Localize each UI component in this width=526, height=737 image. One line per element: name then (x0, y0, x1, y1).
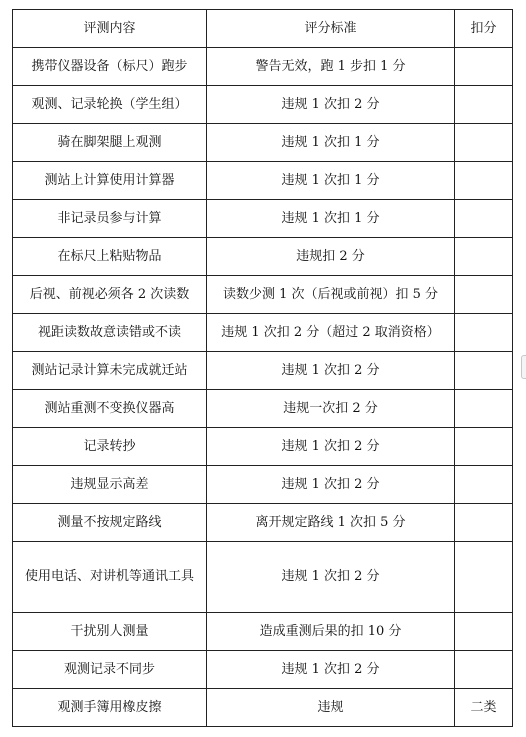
cell-deduction (455, 238, 513, 276)
cell-content: 违规显示高差 (13, 466, 207, 504)
table-row (13, 124, 513, 162)
cell-content: 测站重测不变换仪器高 (13, 390, 207, 428)
cell-standard: 违规 1 次扣 2 分 (207, 352, 455, 390)
cell-content: 骑在脚架腿上观测 (13, 124, 207, 162)
cell-content: 在标尺上粘贴物品 (13, 238, 207, 276)
cell-deduction (455, 314, 513, 352)
cell-standard: 违规 1 次扣 2 分（超过 2 取消资格） (207, 314, 455, 352)
cell-content: 携带仪器设备（标尺）跑步 (13, 48, 207, 86)
cell-standard: 违规 (207, 689, 455, 727)
table-row (13, 689, 513, 727)
cell-deduction (455, 542, 513, 613)
header-standard: 评分标准 (207, 10, 455, 48)
table-row (13, 352, 513, 390)
cell-standard: 违规 1 次扣 2 分 (207, 542, 455, 613)
cell-content: 观测手簿用橡皮擦 (13, 689, 207, 727)
cell-deduction (455, 86, 513, 124)
table-row (13, 504, 513, 542)
cell-content: 测量不按规定路线 (13, 504, 207, 542)
cell-content: 非记录员参与计算 (13, 200, 207, 238)
scoring-rules-table (12, 9, 513, 727)
cell-deduction (455, 390, 513, 428)
cell-standard: 离开规定路线 1 次扣 5 分 (207, 504, 455, 542)
cell-deduction (455, 613, 513, 651)
cell-standard: 违规 1 次扣 2 分 (207, 86, 455, 124)
cell-deduction: 二类 (455, 689, 513, 727)
table-row (13, 466, 513, 504)
cell-standard: 违规扣 2 分 (207, 238, 455, 276)
cell-content: 观测记录不同步 (13, 651, 207, 689)
cell-standard: 违规一次扣 2 分 (207, 390, 455, 428)
table-row (13, 428, 513, 466)
cell-deduction (455, 428, 513, 466)
table-row (13, 162, 513, 200)
cell-deduction (455, 48, 513, 86)
cell-content: 视距读数故意读错或不读 (13, 314, 207, 352)
cell-standard: 违规 1 次扣 2 分 (207, 651, 455, 689)
cell-content: 使用电话、对讲机等通讯工具 (13, 542, 207, 613)
cell-standard: 违规 1 次扣 2 分 (207, 466, 455, 504)
cell-standard: 读数少测 1 次（后视或前视）扣 5 分 (207, 276, 455, 314)
header-deduction: 扣分 (455, 10, 513, 48)
cell-deduction (455, 651, 513, 689)
cell-deduction (455, 200, 513, 238)
cell-content: 测站上计算使用计算器 (13, 162, 207, 200)
cell-deduction (455, 352, 513, 390)
table-row (13, 238, 513, 276)
cell-deduction (455, 504, 513, 542)
table-row (13, 200, 513, 238)
table-row (13, 542, 513, 613)
table-row (13, 314, 513, 352)
cell-content: 记录转抄 (13, 428, 207, 466)
cell-content: 后视、前视必须各 2 次读数 (13, 276, 207, 314)
scrollbar-tab[interactable] (521, 355, 526, 379)
cell-standard: 违规 1 次扣 2 分 (207, 428, 455, 466)
cell-standard: 警告无效，跑 1 步扣 1 分 (207, 48, 455, 86)
header-content: 评测内容 (13, 10, 207, 48)
cell-deduction (455, 162, 513, 200)
cell-deduction (455, 124, 513, 162)
cell-standard: 造成重测后果的扣 10 分 (207, 613, 455, 651)
table-body (13, 48, 513, 727)
table-header-row (13, 10, 513, 48)
cell-standard: 违规 1 次扣 1 分 (207, 124, 455, 162)
cell-content: 观测、记录轮换（学生组） (13, 86, 207, 124)
cell-content: 干扰别人测量 (13, 613, 207, 651)
cell-deduction (455, 276, 513, 314)
table-row (13, 651, 513, 689)
table-row (13, 48, 513, 86)
cell-standard: 违规 1 次扣 1 分 (207, 162, 455, 200)
cell-content: 测站记录计算未完成就迁站 (13, 352, 207, 390)
cell-standard: 违规 1 次扣 1 分 (207, 200, 455, 238)
table-row (13, 613, 513, 651)
cell-deduction (455, 466, 513, 504)
table-row (13, 390, 513, 428)
table-row (13, 276, 513, 314)
table-row (13, 86, 513, 124)
